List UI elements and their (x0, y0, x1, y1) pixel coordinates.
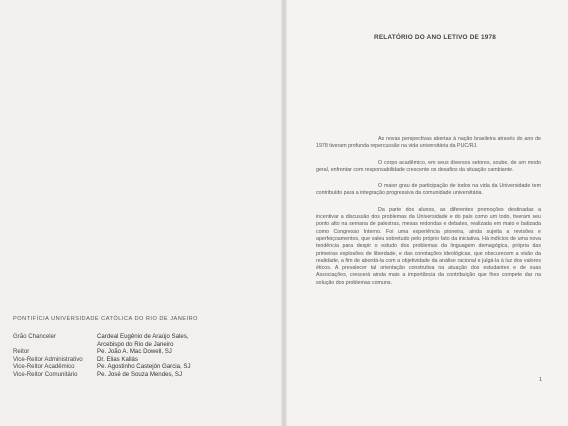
staff-role: Vice-Reitor Comunitário (13, 370, 78, 378)
staff-role: Vice-Reitor Acadêmico (13, 363, 75, 371)
staff-name: Cardeal Eugênio de Araújo Sales, (97, 333, 189, 340)
page-number: 1 (539, 377, 543, 383)
report-body (316, 136, 541, 296)
book-gutter (281, 0, 287, 426)
report-title: RELATÓRIO DO ANO LETIVO DE 1978 (374, 34, 496, 41)
staff-row (13, 333, 273, 341)
staff-row (13, 356, 273, 364)
staff-name: Pe. João A. Mac Dowell, SJ (97, 348, 172, 356)
paragraph: Da parte dos alunos, as diferentes promoções destinadas a incentivar a discussão dos problemas da Universidade e do país como um todo, tiveram seu ponto alto na semana de palestras, mesas redondas e debates, realizada em maio e batizada como Congresso Interno. Foi uma experiência pioneira, ainda sujeita a revisões e aperfeiçoamentos, que valeu sobretudo pelo próprio fato da iniciativa. Há indícios de uma nova tendência para despir o estudo dos problemas da linguagem demagógica, própria das primeiras explosões de liberdade, e das conotações ideológicas, que obscurecem a visão da realidade, a fim de abordá-la com a objetividade da análise racional e julgá-la à luz dos valores éticos. A prevalecer tal orientação construtiva na atuação dos estudantes e de suas Associações, crescerá ainda mais a importância da contribuição que lhes compete dar na solução dos problemas comuns. (316, 206, 541, 286)
paragraph: O maior grau de participação de todos na vida da Universidade tem contribuído para a integração progressiva da comunidade universitária. (316, 183, 541, 197)
staff-role: Reitor (13, 348, 30, 356)
staff-role: Grão Chanceler (13, 333, 57, 340)
staff-list (13, 333, 273, 379)
paragraph: O corpo acadêmico, em seus diversos setores, soube, de um modo geral, enfrentar com responsabilidade crescente os desafios da situação cambiante. (316, 159, 541, 173)
staff-role-empty (13, 341, 97, 349)
staff-row (13, 348, 273, 356)
university-name: PONTIFÍCIA UNIVERSIDADE CATÓLICA DO RIO DE JANEIRO (13, 316, 198, 322)
staff-name: Pe. José de Souza Mendes, SJ (97, 370, 183, 378)
staff-name: Dr. Elias Kallás (97, 355, 138, 363)
staff-name: Pe. Agostinho Castejón Garcia, SJ (97, 363, 191, 371)
staff-row (13, 363, 273, 371)
staff-row (13, 371, 273, 379)
right-page (284, 0, 568, 426)
staff-row (13, 341, 273, 349)
paragraph: As novas perspectivas abertas à nação brasileira através do ano de 1978 tiveram profunda repercussão na vida universitária da PUC/RJ. (316, 136, 541, 150)
staff-role: Vice-Reitor Administrativo (13, 355, 83, 363)
staff-name: Arcebispo do Rio de Janeiro (97, 340, 174, 348)
